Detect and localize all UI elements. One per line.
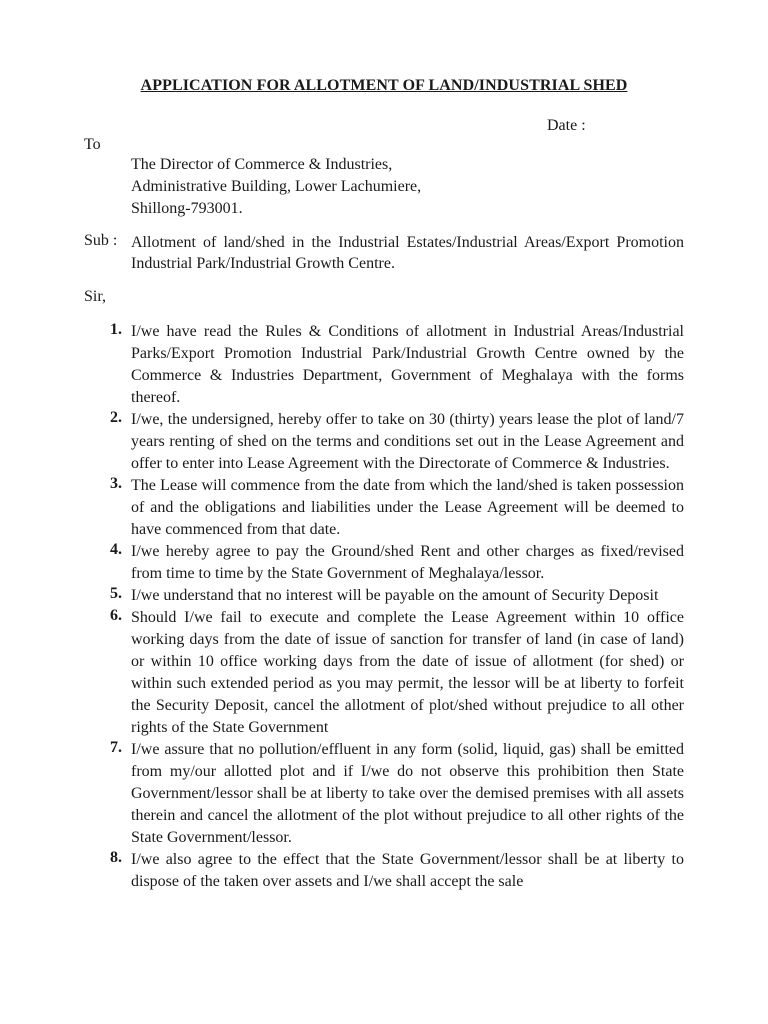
item-number: 5.	[110, 585, 122, 602]
item-text: I/we, the undersigned, hereby offer to take on 30 (thirty) years lease the plot of land/7 years renting of shed on the terms and conditions set out in the Lease Agreement and offer to enter into Lease Agreement with the Directorate of Commerce & Industries.	[131, 411, 684, 472]
item-number: 6.	[110, 607, 122, 624]
address-line: Administrative Building, Lower Lachumiere,	[131, 178, 422, 195]
item-text: The Lease will commence from the date from which the land/shed is taken possession of and the obligations and liabilities under the Lease Agreement will be deemed to have commenced from that date.	[131, 477, 684, 538]
item-text: I/we have read the Rules & Conditions of allotment in Industrial Areas/Industrial Parks/Export Promotion Industrial Park/Industrial Growth Centre owned by the Commerce & Industries Department, Government of Meghalaya with the forms thereof.	[131, 323, 684, 406]
item-number: 2.	[110, 409, 122, 426]
item-number: 4.	[110, 541, 122, 558]
subject-label: Sub :	[84, 232, 118, 249]
document-title: APPLICATION FOR ALLOTMENT OF LAND/INDUSTRIAL SHED	[140, 77, 628, 94]
salutation: Sir,	[84, 288, 107, 305]
list-item	[0, 321, 768, 409]
item-text: I/we hereby agree to pay the Ground/shed Rent and other charges as fixed/revised from time to time by the State Government of Meghalaya/lessor.	[131, 543, 684, 582]
recipient-address	[131, 154, 421, 220]
subject-text: Allotment of land/shed in the Industrial Estates/Industrial Areas/Export Promotion Industrial Park/Industrial Growth Centre.	[131, 234, 684, 272]
to-label: To	[84, 136, 101, 153]
list-item	[0, 585, 768, 607]
item-text: I/we assure that no pollution/effluent in any form (solid, liquid, gas) shall be emitted from my/our allotted plot and if I/we do not observe this prohibition then State Government/lessor shall be at liberty to take over the demised premises with all assets therein and cancel the allotment of the plot without prejudice to all other rights of the State Government/lessor.	[131, 741, 684, 846]
list-item	[0, 475, 768, 541]
address-line: The Director of Commerce & Industries,	[131, 156, 393, 173]
list-item	[0, 409, 768, 475]
item-text: I/we understand that no interest will be payable on the amount of Security Deposit	[131, 587, 659, 604]
address-line: Shillong-793001.	[131, 200, 243, 217]
item-number: 3.	[110, 475, 122, 492]
terms-list	[0, 321, 768, 893]
list-item	[0, 739, 768, 849]
item-number: 8.	[110, 849, 122, 866]
list-item	[0, 607, 768, 739]
list-item	[0, 541, 768, 585]
list-item	[0, 849, 768, 893]
item-number: 1.	[110, 321, 122, 338]
date-label: Date :	[547, 117, 586, 134]
item-number: 7.	[110, 739, 122, 756]
item-text: Should I/we fail to execute and complete the Lease Agreement within 10 office working days from the date of issue of sanction for transfer of land (in case of land) or within 10 office working days from the date of issue of allotment (for shed) or within such extended period as you may permit, the lessor will be at liberty to forfeit the Security Deposit, cancel the allotment of plot/shed without prejudice to all other rights of the State Government	[131, 609, 684, 736]
item-text: I/we also agree to the effect that the State Government/lessor shall be at liberty to dispose of the taken over assets and I/we shall accept the sale	[131, 851, 684, 890]
